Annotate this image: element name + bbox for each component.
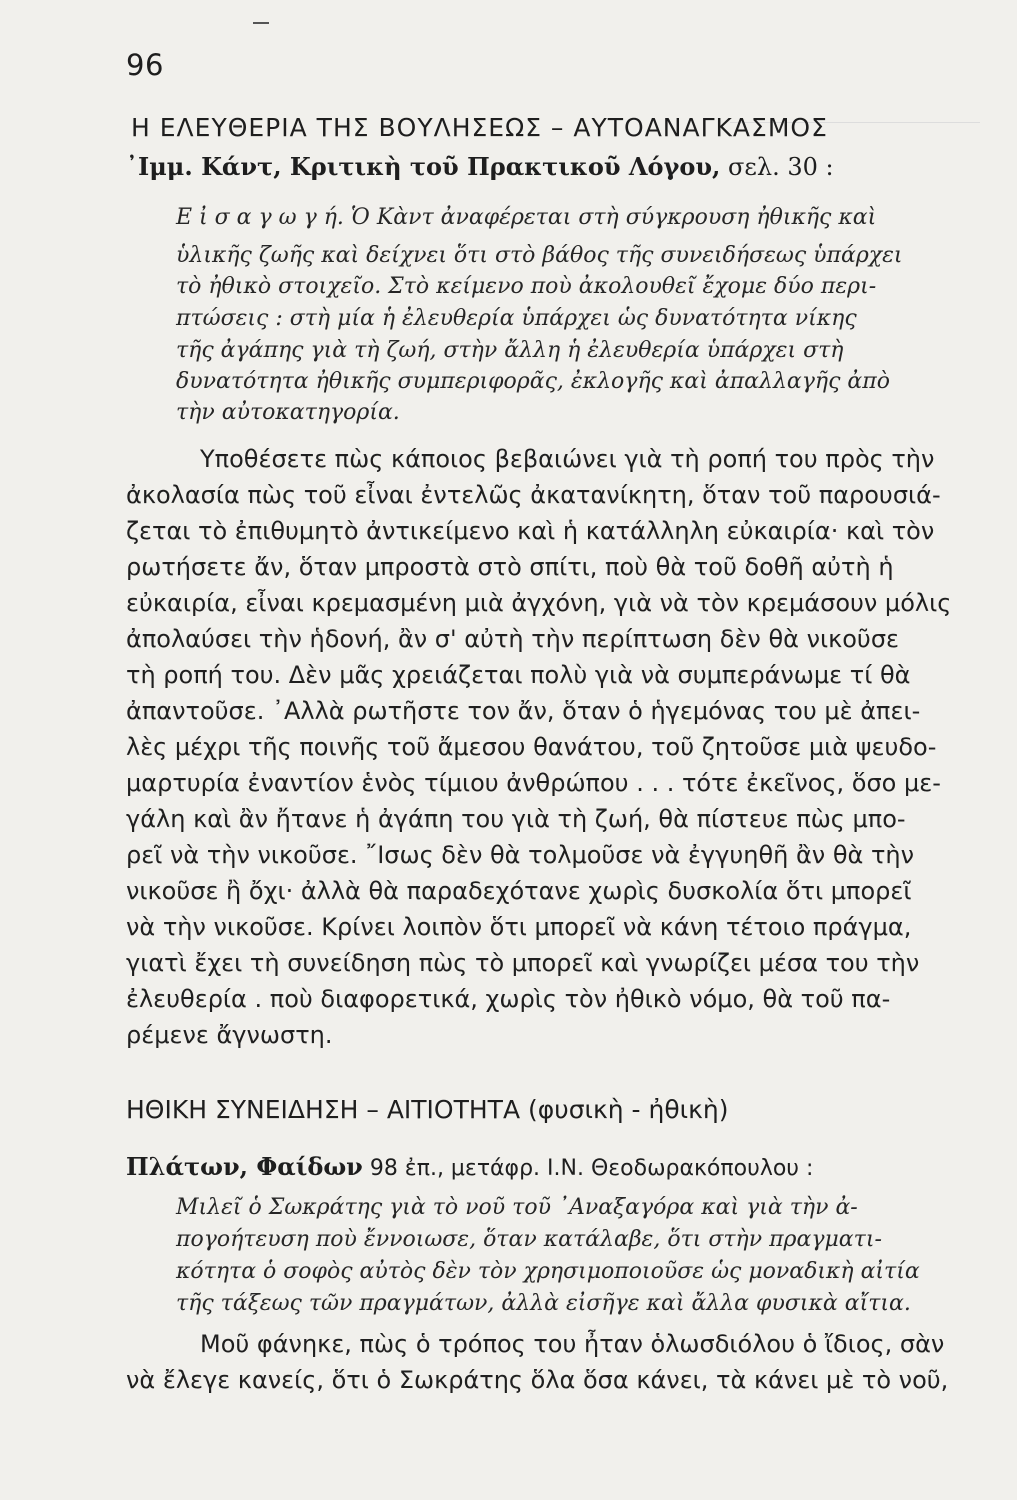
intro-line: τῆς ἀγάπης γιὰ τὴ ζωή, στὴν ἄλλη ἡ ἐλευθερία ὑπάρχει στὴ [176, 338, 844, 363]
intro-line: Ε ἰ σ α γ ω γ ή. Ὁ Κὰντ ἀναφέρεται στὴ σύγκρουση ἠθικῆς καὶ [176, 205, 877, 230]
body-line: ἐλευθερία . ποὺ διαφορετικά, χωρὶς τὸν ἠθικὸ νόμο, θὰ τοῦ πα- [126, 985, 891, 1013]
body-line: ρωτήσετε ἄν, ὅταν μπροστὰ στὸ σπίτι, ποὺ θὰ τοῦ δοθῆ αὐτὴ ἡ [126, 553, 894, 581]
citation-kant [126, 152, 834, 181]
body-line: εὐκαιρία, εἶναι κρεμασμένη μιὰ ἀγχόνη, γιὰ νὰ τὸν κρεμάσουν μόλις [126, 589, 952, 617]
body-line: ρεῖ νὰ τὴν νικοῦσε. ῎Ισως δὲν θὰ τολμοῦσε νὰ ἐγγυηθῆ ἂν θὰ τὴν [126, 841, 915, 869]
body-line: Υποθέσετε πὼς κάποιος βεβαιώνει γιὰ τὴ ροπή του πρὸς τὴν [200, 445, 935, 473]
body-line: τὴ ροπή του. Δὲν μᾶς χρειάζεται πολὺ γιὰ νὰ συμπεράνωμε τί θὰ [126, 661, 911, 689]
body-line: ζεται τὸ ἐπιθυμητὸ ἀντικείμενο καὶ ἡ κατάλληλη εὐκαιρία· καὶ τὸν [126, 517, 935, 545]
body-line: Μοῦ φάνηκε, πὼς ὁ τρόπος του ἦταν ὁλωσδιόλου ὁ ἴδιος, σὰν [200, 1330, 945, 1358]
intro-line: πτώσεις : στὴ μία ἡ ἐλευθερία ὑπάρχει ὡς δυνατότητα νίκης [176, 306, 857, 331]
body-line: ἀκολασία πὼς τοῦ εἶναι ἐντελῶς ἀκατανίκητη, ὅταν τοῦ παρουσιά- [126, 481, 941, 509]
intro-line: τῆς τάξεως τῶν πραγμάτων, ἀλλὰ εἰσῆγε καὶ ἄλλα φυσικὰ αἴτια. [176, 1291, 911, 1316]
body-line: ἀπαντοῦσε. ᾿Αλλὰ ρωτῆστε τον ἄν, ὅταν ὁ ἡγεμόνας του μὲ ἀπει- [126, 697, 921, 725]
body-line: νὰ ἔλεγε κανείς, ὅτι ὁ Σωκράτης ὅλα ὅσα κάνει, τὰ κάνει μὲ τὸ νοῦ, [126, 1366, 949, 1394]
body-line: μαρτυρία ἐναντίον ἑνὸς τίμιου ἀνθρώπου . . . τότε ἐκεῖνος, ὅσο με- [126, 769, 941, 797]
section-title-freedom: Η ΕΛΕΥΘΕΡΙΑ ΤΗΣ ΒΟΥΛΗΣΕΩΣ – ΑΥΤΟΑΝΑΓΚΑΣΜΟΣ [131, 113, 828, 142]
intro-line: τὴν αὐτοκατηγορία. [176, 400, 400, 425]
citation-plato [126, 1152, 813, 1181]
intro-line: ὑλικῆς ζωῆς καὶ δείχνει ὅτι στὸ βάθος τῆς συνειδήσεως ὑπάρχει [176, 243, 903, 268]
intro-line: δυνατότητα ἠθικῆς συμπεριφορᾶς, ἐκλογῆς καὶ ἀπαλλαγῆς ἀπὸ [176, 369, 890, 394]
page-number: 96 [126, 48, 164, 82]
intro-line: πογοήτευση ποὺ ἔννοιωσε, ὅταν κατάλαβε, ὅτι στὴν πραγματι- [176, 1227, 882, 1252]
intro-line: Μιλεῖ ὁ Σωκράτης γιὰ τὸ νοῦ τοῦ ᾿Αναξαγόρα καὶ γιὰ τὴν ἀ- [176, 1195, 858, 1220]
body-line: γάλη καὶ ἂν ἤτανε ἡ ἀγάπη του γιὰ τὴ ζωή, θὰ πίστευε πὼς μπο- [126, 805, 906, 833]
body-line: γιατὶ ἔχει τὴ συνείδηση πὼς τὸ μπορεῖ καὶ γνωρίζει μέσα του τὴν [126, 949, 920, 977]
body-line: ἀπολαύσει τὴν ἡδονή, ἂν σ' αὐτὴ τὴν περίπτωση δὲν θὰ νικοῦσε [126, 625, 900, 653]
citation-kant-author-work: ᾿Ιμμ. Κάντ, Κριτικὴ τοῦ Πρακτικοῦ Λόγου, [126, 152, 721, 181]
intro-line: κότητα ὁ σοφὸς αὐτὸς δὲν τὸν χρησιμοποιοῦσε ὡς μοναδικὴ αἰτία [176, 1259, 920, 1284]
intro-line: τὸ ἠθικὸ στοιχεῖο. Στὸ κείμενο ποὺ ἀκολουθεῖ ἔχομε δύο περι- [176, 274, 877, 299]
body-line: ρέμενε ἄγνωστη. [126, 1021, 333, 1049]
section-title-conscience: ΗΘΙΚΗ ΣΥΝΕΙΔΗΣΗ – ΑΙΤΙΟΤΗΤΑ (φυσικὴ - ἠθικὴ) [126, 1095, 729, 1124]
body-line: λὲς μέχρι τῆς ποινῆς τοῦ ἄμεσου θανάτου, τοῦ ζητοῦσε μιὰ ψευδο- [126, 733, 937, 761]
citation-plato-reference: 98 ἐπ., μετάφρ. Ι.Ν. Θεοδωρακόπουλου : [362, 1156, 814, 1181]
citation-plato-author-work: Πλάτων, Φαίδων [126, 1152, 363, 1181]
body-line: νικοῦσε ἢ ὄχι· ἀλλὰ θὰ παραδεχότανε χωρὶς δυσκολία ὅτι μπορεῖ [126, 877, 912, 905]
top-dash-mark [253, 22, 269, 24]
citation-kant-page: σελ. 30 : [720, 153, 834, 181]
body-line: νὰ τὴν νικοῦσε. Κρίνει λοιπὸν ὅτι μπορεῖ νὰ κάνη τέτοιο πράγμα, [126, 913, 912, 941]
